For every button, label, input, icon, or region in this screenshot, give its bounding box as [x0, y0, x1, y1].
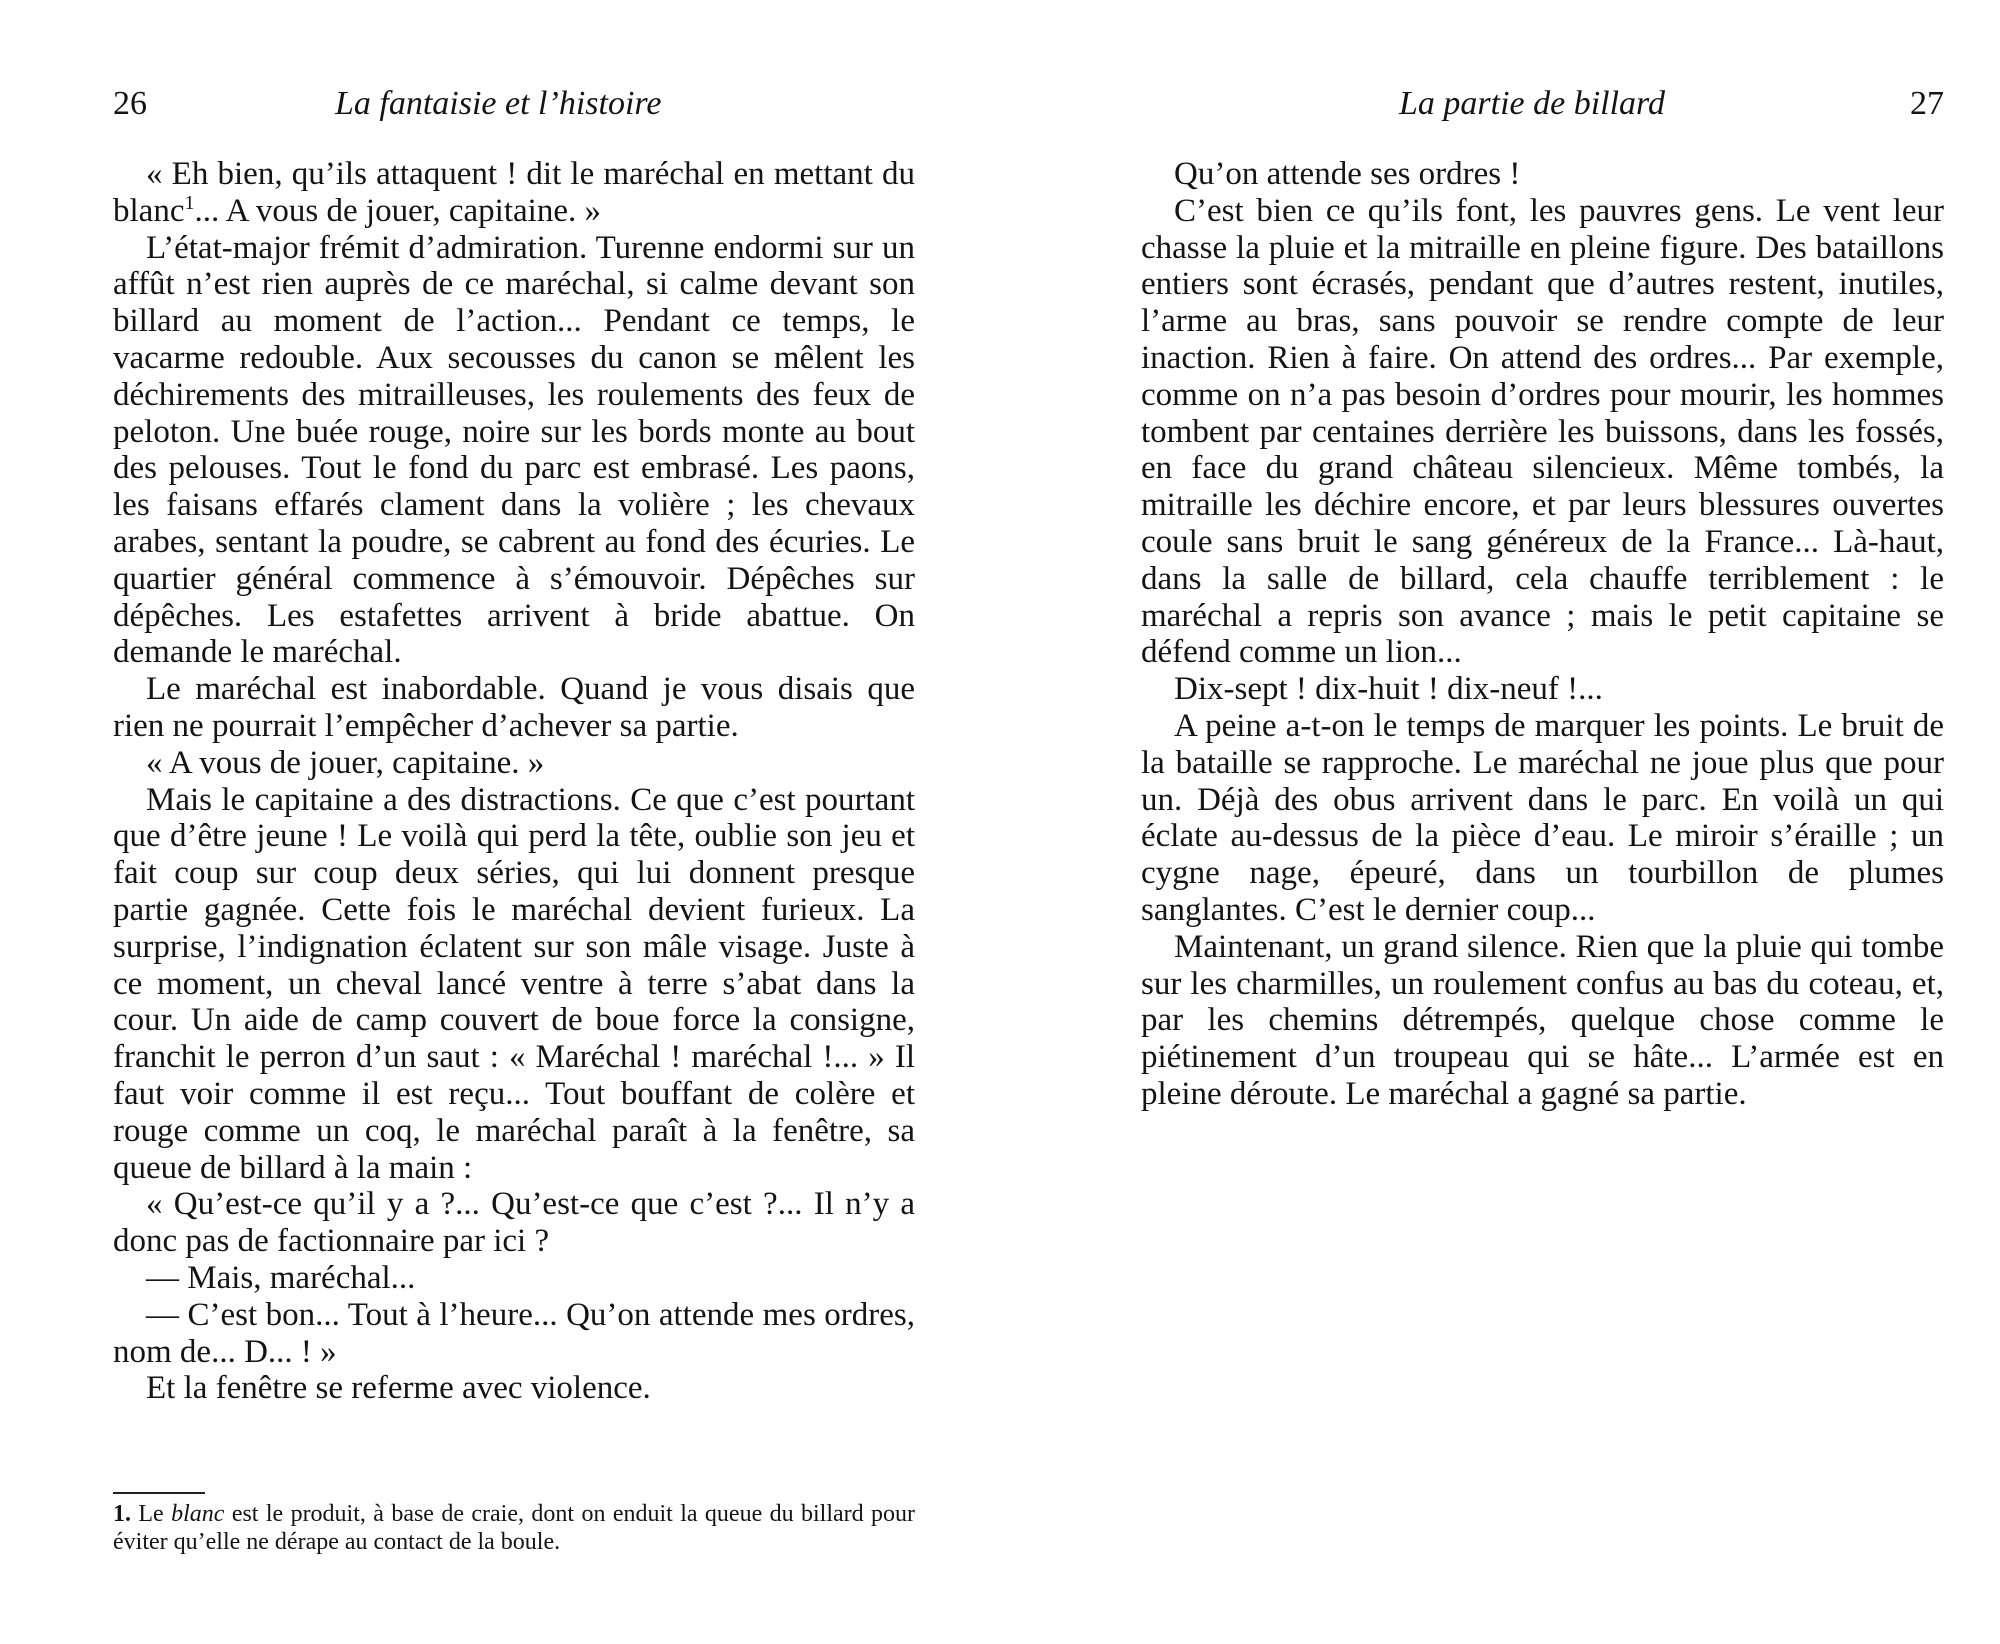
- paragraph: « Eh bien, qu’ils attaquent ! dit le maréchal en mettant du blanc$^1$... A vous de jouer, capitaine. »: [113, 156, 915, 229]
- paragraph: Qu’on attende ses ordres !: [1174, 156, 1521, 192]
- paragraph: C’est bien ce qu’ils font, les pauvres gens. Le vent leur chasse la pluie et la mitraille en pleine figure. Des bataillons entiers sont écrasés, pendant que d’autres restent, inutiles, l’arme au bras, sans pouvoir se rendre compte de leur inaction. Rien à faire. On attend des ordres... Par exemple, comme on n’a pas besoin d’ordres pour mourir, les hommes tombent par centaines derrière les buissons, dans les fossés, en face du grand château silencieux. Même tombés, la mitraille les déchire encore, et par leurs blessures ouvertes coule sans bruit le sang généreux de la France... Là-haut, dans la salle de billard, cela chauffe terriblement : le maréchal a repris son avance ; mais le petit capitaine se défend comme un lion...: [1141, 192, 1944, 671]
- right-page-header: [1141, 82, 1944, 126]
- left-running-title: La fantaisie et l’histoire: [335, 85, 662, 122]
- footnote-term: blanc: [171, 1501, 225, 1527]
- paragraph: « Qu’est-ce qu’il y a ?... Qu’est-ce que c’est ?... Il n’y a donc pas de factionnaire par ici ?: [113, 1186, 915, 1260]
- paragraph: — Mais, maréchal...: [146, 1259, 416, 1296]
- paragraph: — C’est bon... Tout à l’heure... Qu’on attende mes ordres, nom de... D... ! »: [113, 1296, 915, 1370]
- footnote: 1. Le blanc est le produit, à base de craie, dont on enduit la queue du billard pour éviter qu’elle ne dérape au contact de la boule.: [113, 1501, 916, 1555]
- left-page-number: 26: [113, 85, 147, 122]
- right-page-number: 27: [1910, 85, 1944, 122]
- paragraph: « A vous de jouer, capitaine. »: [146, 744, 545, 781]
- left-page-text: [113, 156, 915, 1407]
- paragraph: A peine a-t-on le temps de marquer les points. Le bruit de la bataille se rapproche. Le maréchal ne joue plus que pour un. Déjà des obus arrivent dans le parc. En voilà un qui éclate au-dessus de la pièce d’eau. Le miroir s’éraille ; un cygne nage, épeuré, dans un tourbillon de plumes sanglantes. C’est le dernier coup...: [1141, 707, 1944, 928]
- paragraph: Maintenant, un grand silence. Rien que la pluie qui tombe sur les charmilles, un roulement confus au bas du coteau, et, par les chemins détrempés, quelque chose comme le piétinement d’un troupeau qui se hâte... L’armée est en pleine déroute. Le maréchal a gagné sa partie.: [1141, 928, 1944, 1112]
- footnote-marker: 1: [184, 191, 195, 214]
- right-page: [1141, 0, 1944, 1644]
- footnote-divider: [113, 1492, 205, 1494]
- right-page-text: [1141, 156, 1944, 1113]
- footnote-number: 1.: [113, 1501, 131, 1527]
- paragraph: L’état-major frémit d’admiration. Turenne endormi sur un affût n’est rien auprès de ce maréchal, si calme devant son billard au moment de l’action... Pendant ce temps, le vacarme redouble. Aux secousses du canon se mêlent les déchirements des mitrailleuses, les roulements des feux de peloton. Une buée rouge, noire sur les bords monte au bout des pelouses. Tout le fond du parc est embrasé. Les paons, les faisans effarés clament dans la volière ; les chevaux arabes, sentant la poudre, se cabrent au fond des écuries. Le quartier général commence à s’émouvoir. Dépêches sur dépêches. Les estafettes arrivent à bride abattue. On demande le maréchal.: [113, 229, 915, 671]
- right-running-title: La partie de billard: [1399, 85, 1666, 122]
- paragraph: Mais le capitaine a des distractions. Ce que c’est pourtant que d’être jeune ! Le voilà qui perd la tête, oublie son jeu et fait coup sur coup deux séries, qui lui donnent presque partie gagnée. Cette fois le maréchal devient furieux. La surprise, l’indignation éclatent sur son mâle visage. Juste à ce moment, un cheval lancé ventre à terre s’abat dans la cour. Un aide de camp couvert de boue force la consigne, franchit le perron d’un saut : « Maréchal ! maréchal !... » Il faut voir comme il est reçu... Tout bouffant de colère et rouge comme un coq, le maréchal paraît à la fenêtre, sa queue de billard à la main :: [113, 781, 915, 1186]
- left-page-header: [113, 82, 915, 126]
- paragraph: Dix-sept ! dix-huit ! dix-neuf !...: [1174, 671, 1603, 708]
- paragraph: Et la fenêtre se referme avec violence.: [146, 1370, 651, 1407]
- paragraph: Le maréchal est inabordable. Quand je vous disais que rien ne pourrait l’empêcher d’achever sa partie.: [113, 671, 915, 744]
- left-page: [113, 0, 915, 1644]
